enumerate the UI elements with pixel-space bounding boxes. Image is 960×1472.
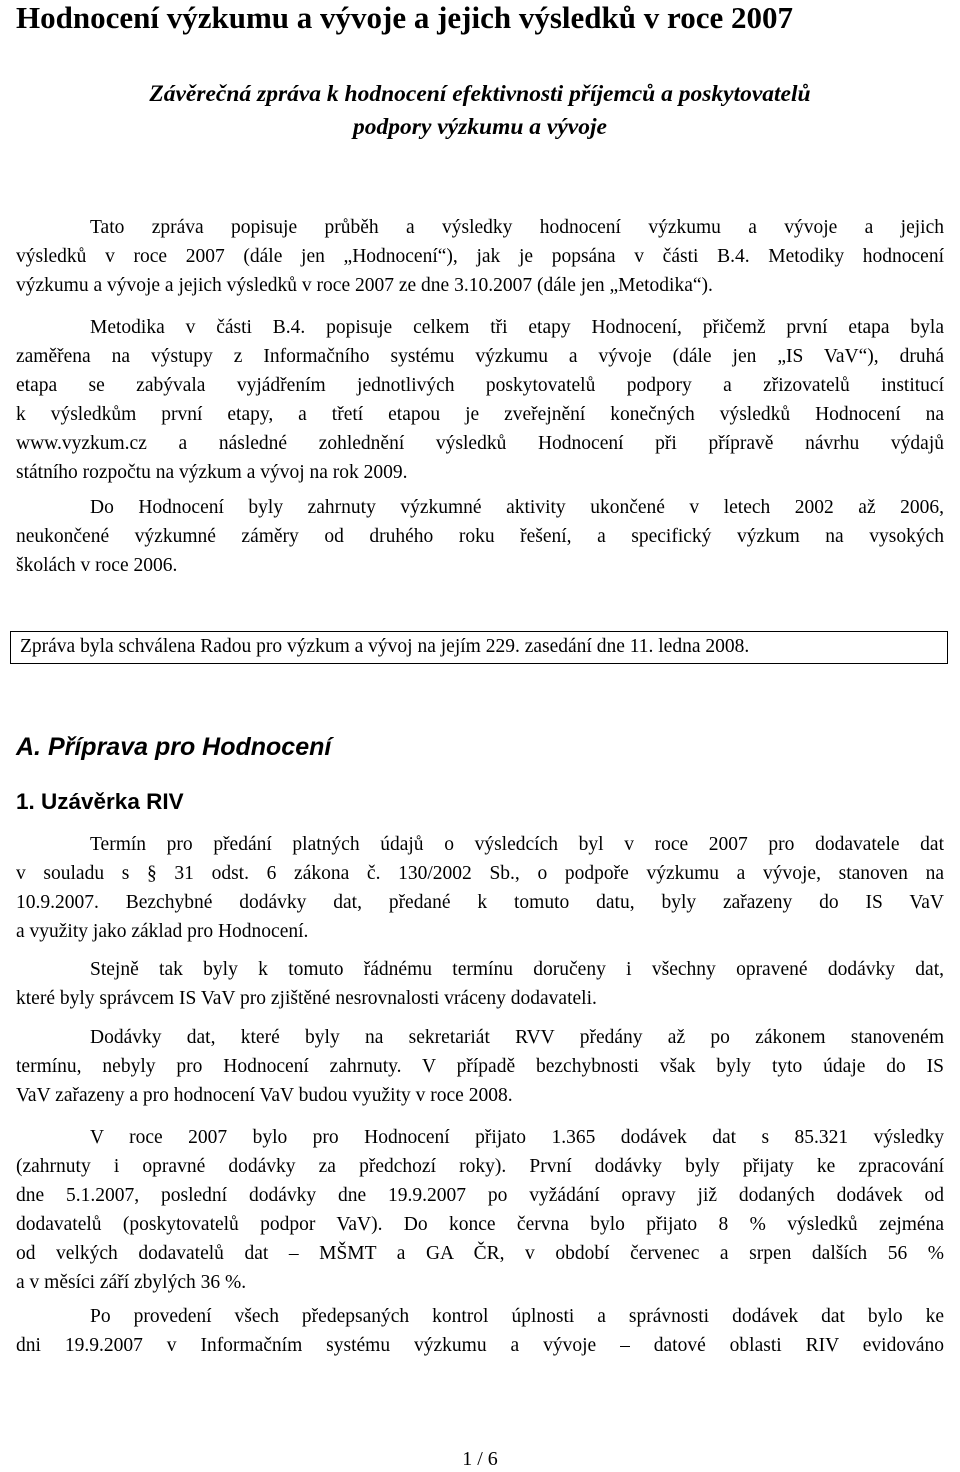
text-line: Do Hodnocení byly zahrnuty výzkumné aktivity ukončené v letech 2002 až 2006, [90, 497, 944, 518]
text-line: k výsledkům první etapy, a třetí etapou je zveřejnění konečných výsledků Hodnocení na [16, 404, 944, 425]
text-line: které byly správcem IS VaV pro zjištěné nesrovnalosti vráceny dodavateli. [16, 988, 597, 1009]
subtitle-line: Závěrečná zpráva k hodnocení efektivnosti příjemců a poskytovatelů [149, 81, 811, 107]
text-line: výzkumu a vývoje a jejich výsledků v roce 2007 ze dne 3.10.2007 (dále jen „Metodika“). [16, 275, 713, 296]
text-line: www.vyzkum.cz a následné zohlednění výsledků Hodnocení při přípravě návrhu výdajů [16, 433, 944, 454]
text-line: termínu, nebyly pro Hodnocení zahrnuty. V případě bezchybnosti však byly tyto údaje do IS [16, 1056, 944, 1077]
text-line: zaměřena na výstupy z Informačního systému výzkumu a vývoje (dále jen „IS VaV“), druhá [16, 346, 944, 367]
text-line: Stejně tak byly k tomuto řádnému termínu doručeny i všechny opravené dodávky dat, [90, 959, 944, 980]
paragraph-corrections [16, 955, 944, 1013]
text-line: VaV zařazeny a pro hodnocení VaV budou využity v roce 2008. [16, 1085, 513, 1106]
text-line: (zahrnuty i opravné dodávky za předchozí roky). První dodávky byly přijaty ke zpracování [16, 1156, 944, 1177]
section-a-heading: A. Příprava pro Hodnocení [16, 733, 332, 761]
text-line: školách v roce 2006. [16, 555, 178, 576]
section-1-heading: 1. Uzávěrka RIV [16, 789, 184, 814]
text-line: Termín pro předání platných údajů o výsledcích byl v roce 2007 pro dodavatele dat [90, 834, 944, 855]
text-line: od velkých dodavatelů dat – MŠMT a GA ČR, v období červenec a srpen dalších 56 % [16, 1243, 944, 1264]
intro-paragraph [16, 213, 944, 300]
paragraph-deadline [16, 830, 944, 946]
subtitle-line: podpory výzkumu a vývoje [353, 114, 607, 140]
paragraph-controls [16, 1302, 944, 1360]
paragraph-statistics [16, 1123, 944, 1297]
text-line: Po provedení všech předepsaných kontrol úplnosti a správnosti dodávek dat bylo ke [90, 1306, 944, 1327]
paragraph-late-deliveries [16, 1023, 944, 1110]
text-line: neukončené výzkumné záměry od druhého roku řešení, a specifický výzkum na vysokých [16, 526, 944, 547]
text-line: dodavatelů (poskytovatelů podpor VaV). Do konce června bylo přijato 8 % výsledků zejména [16, 1214, 944, 1235]
document-subtitle [0, 78, 960, 144]
document-title: Hodnocení výzkumu a vývoje a jejich výsledků v roce 2007 [16, 0, 793, 35]
text-line: V roce 2007 bylo pro Hodnocení přijato 1.365 dodávek dat s 85.321 výsledky [90, 1127, 944, 1148]
method-paragraph [16, 313, 944, 487]
text-line: v souladu s § 31 odst. 6 zákona č. 130/2002 Sb., o podpoře výzkumu a vývoje, stanoven na [16, 863, 944, 884]
text-line: Dodávky dat, které byly na sekretariát RVV předány až po zákonem stanoveném [90, 1027, 944, 1048]
text-line: výsledků v roce 2007 (dále jen „Hodnocení“), jak je popsána v části B.4. Metodiky hodnocení [16, 246, 944, 267]
text-line: dne 5.1.2007, poslední dodávky dne 19.9.2007 po vyžádání opravy již dodaných dodávek od [16, 1185, 944, 1206]
text-line: Metodika v části B.4. popisuje celkem tři etapy Hodnocení, přičemž první etapa byla [90, 317, 944, 338]
text-line: etapa se zabývala vyjádřením jednotlivých poskytovatelů podpory a zřizovatelů institucí [16, 375, 944, 396]
text-line: a v měsíci září zbylých 36 %. [16, 1272, 247, 1293]
text-line: 10.9.2007. Bezchybné dodávky dat, předané k tomuto datu, byly zařazeny do IS VaV [16, 892, 944, 913]
text-line: a využity jako základ pro Hodnocení. [16, 921, 309, 942]
scope-paragraph [16, 493, 944, 580]
approval-box: Zpráva byla schválena Radou pro výzkum a vývoj na jejím 229. zasedání dne 11. ledna 2008. [10, 631, 948, 664]
text-line: Tato zpráva popisuje průběh a výsledky hodnocení výzkumu a vývoje a jejich [90, 217, 944, 238]
page-number: 1 / 6 [462, 1448, 498, 1470]
text-line: státního rozpočtu na výzkum a vývoj na rok 2009. [16, 462, 408, 483]
text-line: dni 19.9.2007 v Informačním systému výzkumu a vývoje – datové oblasti RIV evidováno [16, 1335, 944, 1356]
